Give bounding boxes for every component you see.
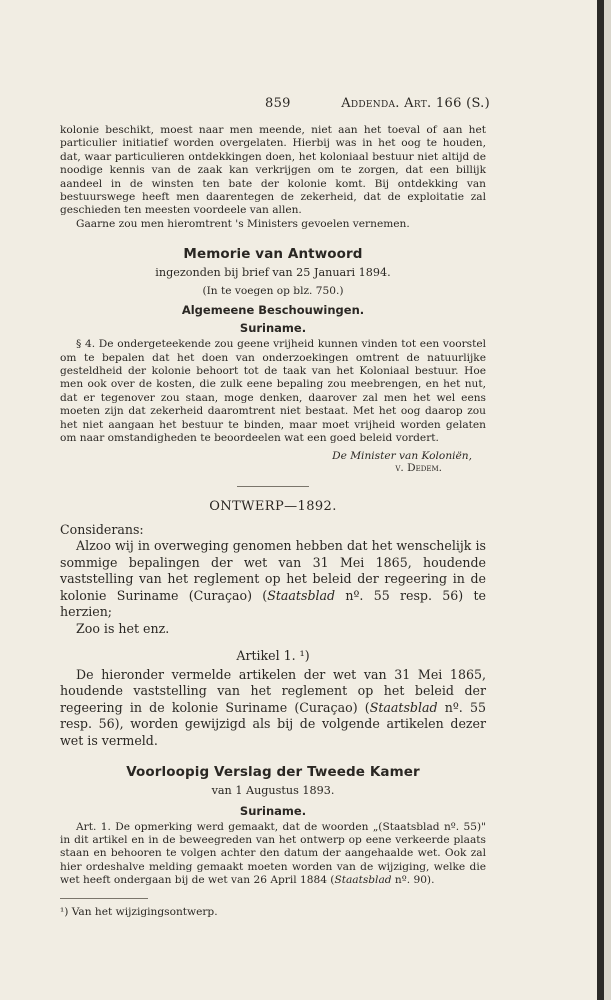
artikel-text-a: De hieronder vermelde artikelen der wet van 31 Mei 1865, houdende vaststelling van het reglement op het beleid der regeering in de kolonie Suriname (Curaçao) ( <box>60 666 486 715</box>
artikel-heading: Artikel 1. ¹) <box>236 647 310 663</box>
memorie-paragraph: § 4. De ondergeteekende zou geene vrijheid kunnen vinden tot een voorstel om te bepalen dat het doen van onderzoekingen omtrent de natuurlijke gesteldheid der kolonie behoort tot de taak van het Koloniaal bestuur. Hoe men ook over de kosten, die zulk eene bepaling zou meebrengen, en het nut, dat er tegenover zou staan, moge denken, daarover zal men het wel eens moeten zijn dat zekerheid daaromtrent niet bestaat. Met het oog daarop zou het niet aangaan het bestuur te binden, maar moet vrijheid worden gelaten om naar omstandigheden te beoordeelen wat een goed beleid vordert. <box>60 338 486 445</box>
artikel-paragraph <box>60 667 486 750</box>
verslag-subtitle: van 1 Augustus 1893. <box>211 783 335 797</box>
intro-closing: Gaarne zou men hieromtrent 's Ministers gevoelen vernemen. <box>76 217 410 230</box>
verslag-text-b: nº. 90). <box>391 874 435 887</box>
artikel-text-b: nº. 55 resp. 56), worden gewijzigd als bij de volgende artikelen dezer wet is vermeld. <box>60 699 486 749</box>
signature-name: v. Dedem. <box>395 461 442 474</box>
verslag-subsection-heading: Suriname. <box>239 803 307 818</box>
verslag-paragraph <box>60 821 486 888</box>
page-body <box>60 124 486 918</box>
alzoo-paragraph <box>60 538 486 621</box>
alzoo-text-a: Alzoo wij in overweging genomen hebben dat het wenschelijk is sommige bepalingen der wet van 31 Mei 1865, houdende vaststelling van het reglement op het beleid der regeering in de kolonie Suriname (Curaçao) ( <box>60 538 486 603</box>
memorie-note: (In te voegen op blz. 750.) <box>202 285 344 298</box>
memorie-subtitle: ingezonden bij brief van 25 Januari 1894. <box>155 266 391 280</box>
running-title: Addenda. Art. 166 (S.) <box>341 96 490 111</box>
footnote-divider <box>60 898 148 899</box>
page-number: 859 <box>265 96 291 111</box>
section-divider <box>237 486 309 487</box>
considerans-label: Considerans: <box>60 521 144 537</box>
memorie-section-heading: Algemeene Beschouwingen. <box>181 303 365 318</box>
zoo-line: Zoo is het enz. <box>76 621 170 637</box>
ontwerp-title: ONTWERP—1892. <box>209 498 337 514</box>
verslag-title: Voorloopig Verslag der Tweede Kamer <box>126 763 420 780</box>
signature-title: De Minister van Koloniën, <box>332 449 472 462</box>
memorie-title: Memorie van Antwoord <box>183 246 363 263</box>
intro-paragraph: kolonie beschikt, moest naar men meende, niet aan het toeval of aan het particulier initiatief worden overgelaten. Hierbij was in het oog te houden, dat, waar particulieren ontdekkingen doen, het koloniaal bestuur niet altijd de noodige kennis van de zaak kan verkrijgen om te zorgen, dat een billijk aandeel in de winsten ten bate der kolonie komt. Bij ontdekking van bestuurswege heeft men daarentegen de zekerheid, dat de exploitatie zal geschieden ten meesten voordeele van allen. <box>60 124 486 217</box>
alzoo-staatsblad: Staatsblad <box>267 587 336 603</box>
artikel-staatsblad: Staatsblad <box>369 699 438 715</box>
memorie-subsection-heading: Suriname. <box>239 321 307 336</box>
verslag-text-a: Art. 1. De opmerking werd gemaakt, dat de woorden „(Staatsblad nº. 55)" in dit artikel en in de beweegreden van het ontwerp op eene verkeerde plaats staan en behooren te volgen achter den datum der aangehaalde wet. Ook zal hier ordeshalve melding gemaakt moeten worden van de wijziging, welke die wet heeft ondergaan bij de wet van 26 April 1884 ( <box>60 820 486 887</box>
verslag-staatsblad: Staatsblad <box>334 874 392 887</box>
footnote: ¹) Van het wijzigingsontwerp. <box>60 905 218 918</box>
alzoo-text-b: nº. 55 resp. 56) te herzien; <box>60 587 487 620</box>
